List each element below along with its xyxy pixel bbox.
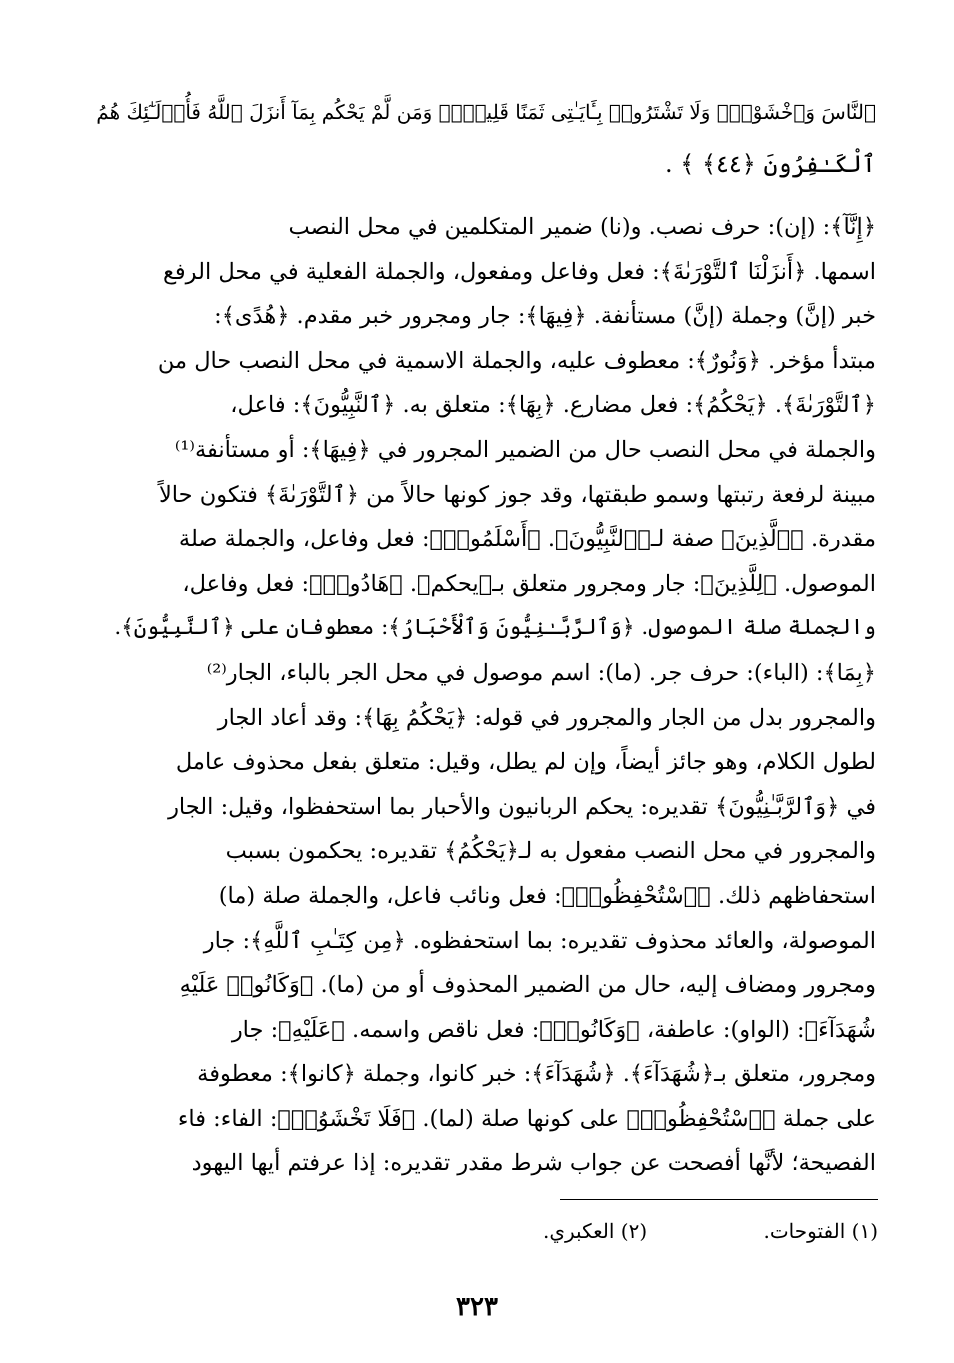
text-line: في ﴿وَٱلرَّبَّـٰنِيُّونَ﴾ تقديره: يحكم الربانيون والأحبار بما استحفظوا، وقيل: الجار: [168, 793, 876, 820]
text-line: والجملة صلة الموصول. ﴿وَٱلرَّبَّـٰنِيُّونَ وَٱلْأَحْبَارُ﴾: معطوفان على ﴿ٱلنَّبِيُّونَ﴾.: [114, 615, 876, 641]
grammar-analysis-text: [100, 205, 876, 1186]
text-line: شُهَدَآءَ﴾: (الواو): عاطفة، ﴿وَكَانُوا۟﴾: فعل ناقص واسمه. ﴿عَلَيْهِ﴾: جار: [231, 1016, 876, 1043]
verse-line: ٱلنَّاسَ وَٱخْشَوْنِۚ وَلَا تَشْتَرُوا۟ بِـَٔايَـٰتِى ثَمَنًا قَلِيلًاۚ وَمَن لَّمْ يَحْكُم بِمَآ أَنزَلَ ٱللَّهُ فَأُو۟لَـٰٓئِكَ هُمُ: [96, 100, 876, 124]
text-line: خبر (إنَّ) وجملة (إنَّ) مستأنفة. ﴿فِيهَا﴾: جار ومجرور خبر مقدم. ﴿هُدًى﴾:: [214, 303, 876, 330]
text-line: مقدرة. ﴿ٱلَّذِينَ﴾ صفة لـ﴿ٱلنَّبِيُّونَ﴾. ﴿أَسْلَمُوا۟﴾: فعل وفاعل، والجملة صلة: [178, 526, 876, 553]
text-line: والمجرور في محل النصب مفعول به لـ﴿يَحْكُمُ﴾ تقديره: يحكمون بسبب: [225, 838, 876, 865]
text-line: الفصيحة؛ لأنَّها أفصحت عن جواب شرط مقدر تقديره: إذا عرفتم أيها اليهود: [191, 1150, 876, 1177]
text-line: ﴿بِمَا﴾: (الباء): حرف جر. (ما): اسم موصول في محل الجر بالباء، الجار⁽²⁾: [206, 659, 876, 686]
text-line: ﴿ٱلتَّوْرَىٰةَ﴾. ﴿يَحْكُمُ﴾: فعل مضارع. ﴿بِهَا﴾: متعلق به. ﴿ٱلنَّبِيُّونَ﴾: فاعل،: [230, 392, 876, 419]
footnote-separator: [560, 1199, 878, 1200]
verse-line: ٱلْكَـٰفِرُونَ ﴿٤٤﴾ ﴾ .: [665, 150, 876, 178]
text-line: الموصولة، والعائد محذوف تقديره: بما استحفظوه. ﴿مِن كِتَـٰبِ ٱللَّهِ﴾: جار: [203, 927, 876, 954]
text-line: مبينة لرفعة رتبتها وسمو طبقتها، وقد جوز كونها حالاً من ﴿ٱلتَّوْرَىٰةَ﴾ فتكون حالاً: [158, 481, 876, 508]
text-line: ومجرور، متعلق بـ﴿شُهَدَآءَ﴾. ﴿شُهَدَآءَ﴾: خبر كانوا، وجملة ﴿كانوا﴾: معطوفة: [197, 1061, 876, 1088]
text-line: ومجرور ومضاف إليه، حال من الضمير المحذوف أو من (ما). ﴿وَكَانُوا۟ عَلَيْهِ: [179, 972, 876, 999]
text-line: استحفاظهم ذلك. ﴿ٱسْتُحْفِظُوا۟﴾: فعل ونائب فاعل، والجملة صلة (ما): [218, 882, 876, 909]
text-line: والمجرور بدل من الجار والمجرور في قوله: ﴿يَحْكُمُ بِهَا﴾: وقد أعاد الجار: [217, 704, 876, 731]
footnotes: [300, 1216, 878, 1246]
text-line: والجملة في محل النصب حال من الضمير المجرور في ﴿فِيهَا﴾: أو مستأنفة⁽¹⁾: [174, 436, 876, 463]
text-line: ﴿إِنَّآ﴾: (إن): حرف نصب. و(نا) ضمير المتكلمين في محل النصب: [288, 214, 876, 240]
footnote-2: (٢) العكبري.: [542, 1219, 648, 1243]
footnote-1: (١) الفتوحات.: [763, 1219, 878, 1243]
text-line: اسمها. ﴿أَنزَلْنَا ٱلتَّوْرَىٰةَ﴾: فعل وفاعل ومفعول، والجملة الفعلية في محل الرفع: [162, 258, 876, 285]
text-line: لطول الكلام، وهو جائز أيضاً، وإن لم يطل، وقيل: متعلق بفعل محذوف عامل: [175, 749, 876, 776]
text-line: مبتدأ مؤخر. ﴿وَنُورٌ﴾: معطوف عليه، والجملة الاسمية في محل النصب حال من: [157, 347, 876, 374]
text-line: على جملة ﴿ٱسْتُحْفِظُوا۟﴾ على كونها صلة (لما). ﴿فَلَا تَخْشَوُا۟﴾: الفاء: فاء: [177, 1105, 876, 1132]
quran-verse-block: [96, 86, 876, 190]
text-line: الموصول. ﴿لِلَّذِينَ﴾: جار ومجرور متعلق بـ﴿يحكم﴾. ﴿هَادُوا۟﴾: فعل وفاعل،: [182, 570, 876, 597]
page-number: ٣٢٣: [456, 1292, 498, 1322]
